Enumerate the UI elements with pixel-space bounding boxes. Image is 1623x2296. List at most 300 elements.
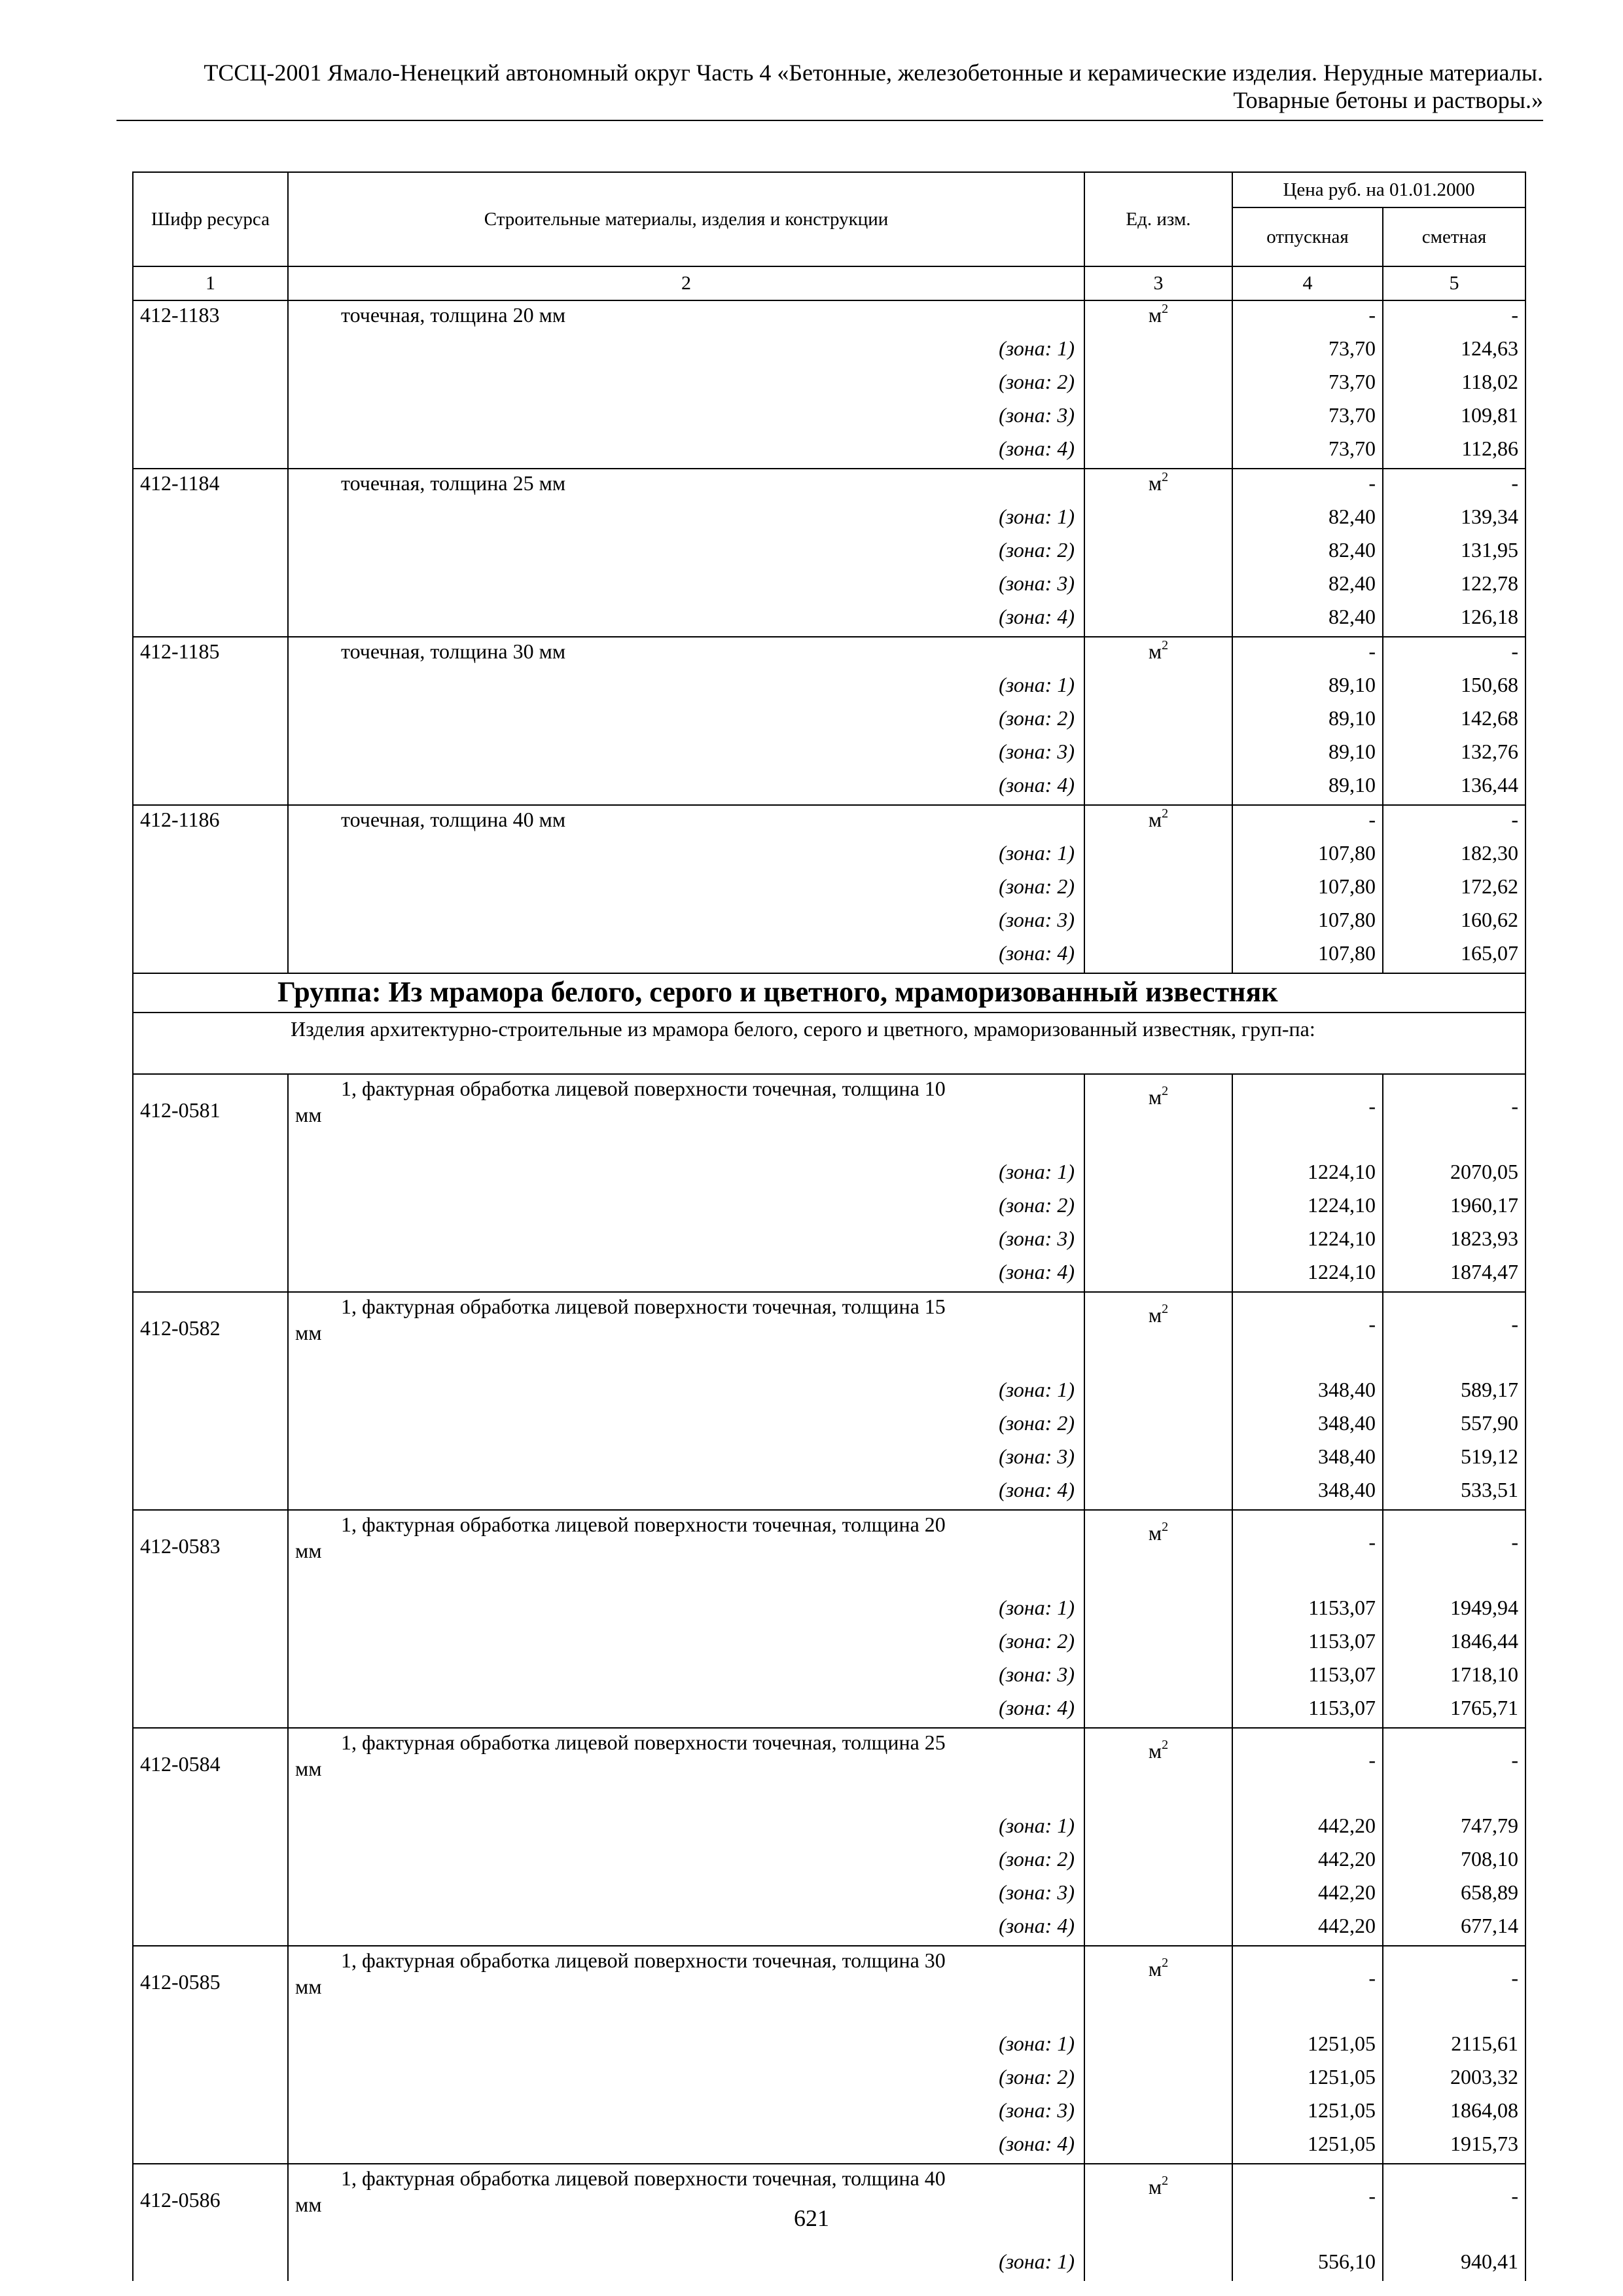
estimate-price: 940,41: [1383, 2248, 1525, 2281]
zone-row: [133, 2248, 1525, 2281]
zone-row: [133, 1594, 1525, 1627]
code-cell: [133, 435, 288, 469]
item-name: [288, 1728, 1084, 1812]
estimate-price: 519,12: [1383, 1443, 1525, 1476]
column-number: 1: [133, 266, 288, 300]
item-name-line-1: 1, фактурная обработка лицевой поверхности точечная, толщина 20: [341, 1513, 946, 1536]
estimate-price: 182,30: [1383, 839, 1525, 872]
estimate-price: 165,07: [1383, 939, 1525, 973]
estimate-price: 1846,44: [1383, 1627, 1525, 1660]
release-price: 348,40: [1232, 1443, 1383, 1476]
zone-row: [133, 1845, 1525, 1878]
release-price: 1251,05: [1232, 2096, 1383, 2130]
code-cell: [133, 2248, 288, 2281]
estimate-price: 1960,17: [1383, 1191, 1525, 1225]
column-number: 2: [288, 266, 1084, 300]
zone-row: [133, 603, 1525, 637]
estimate-price: 124,63: [1383, 334, 1525, 368]
header-divider: [116, 120, 1543, 121]
estimate-price: 533,51: [1383, 1476, 1525, 1510]
unit-cell: [1084, 503, 1232, 536]
release-price: 1153,07: [1232, 1594, 1383, 1627]
release-price: 73,70: [1232, 368, 1383, 401]
unit-cell: [1084, 2096, 1232, 2130]
zone-row: [133, 2063, 1525, 2096]
release-price: 348,40: [1232, 1409, 1383, 1443]
unit-base: м: [1148, 639, 1162, 663]
item-name-line-1: 1, фактурная обработка лицевой поверхности точечная, толщина 30: [341, 1948, 946, 1972]
release-price: -: [1232, 469, 1383, 503]
zone-row: [133, 2030, 1525, 2063]
estimate-price: 150,68: [1383, 671, 1525, 704]
unit-cell: [1084, 1376, 1232, 1409]
code-cell: [133, 2130, 288, 2164]
resource-code: 412-0581: [133, 1074, 288, 1158]
estimate-price: 677,14: [1383, 1912, 1525, 1946]
zone-label: (зона: 2): [288, 704, 1084, 738]
estimate-price: 172,62: [1383, 872, 1525, 906]
item-name-line-2: мм: [295, 1321, 322, 1344]
unit-power: 2: [1162, 806, 1169, 821]
code-cell: [133, 1627, 288, 1660]
zone-row: [133, 1812, 1525, 1845]
code-cell: [133, 872, 288, 906]
estimate-price: 1718,10: [1383, 1660, 1525, 1694]
zone-label: (зона: 1): [288, 503, 1084, 536]
unit-cell: [1084, 334, 1232, 368]
code-cell: [133, 704, 288, 738]
unit-power: 2: [1162, 2174, 1169, 2189]
unit-cell: [1084, 2030, 1232, 2063]
release-price: 1224,10: [1232, 1158, 1383, 1191]
release-price: 1224,10: [1232, 1191, 1383, 1225]
estimate-price: -: [1383, 1292, 1525, 1376]
estimate-price: 122,78: [1383, 569, 1525, 603]
unit-cell: [1084, 569, 1232, 603]
code-cell: [133, 503, 288, 536]
estimate-price: -: [1383, 1510, 1525, 1594]
estimate-price: -: [1383, 637, 1525, 671]
unit-cell: [1084, 1660, 1232, 1694]
zone-row: [133, 368, 1525, 401]
code-cell: [133, 1594, 288, 1627]
zone-row: [133, 1158, 1525, 1191]
zone-label: (зона: 4): [288, 1912, 1084, 1946]
release-price: 348,40: [1232, 1476, 1383, 1510]
release-price: 442,20: [1232, 1878, 1383, 1912]
code-cell: [133, 738, 288, 771]
unit-power: 2: [1162, 470, 1169, 485]
zone-row: [133, 1443, 1525, 1476]
zone-row: [133, 839, 1525, 872]
zone-label: (зона: 3): [288, 906, 1084, 939]
unit-base: м: [1148, 1521, 1162, 1545]
code-cell: [133, 1376, 288, 1409]
zone-row: [133, 1191, 1525, 1225]
unit-cell: [1084, 1912, 1232, 1946]
item-row: [133, 805, 1525, 839]
estimate-price: -: [1383, 1074, 1525, 1158]
column-header-price: Цена руб. на 01.01.2000: [1232, 172, 1525, 207]
code-cell: [133, 1258, 288, 1292]
item-name: [288, 1074, 1084, 1158]
item-name-line-1: 1, фактурная обработка лицевой поверхности точечная, толщина 25: [341, 1731, 946, 1754]
unit-power: 2: [1162, 1084, 1169, 1099]
estimate-price: 1823,93: [1383, 1225, 1525, 1258]
release-price: 1224,10: [1232, 1258, 1383, 1292]
zone-row: [133, 2130, 1525, 2164]
release-price: 1224,10: [1232, 1225, 1383, 1258]
zone-label: (зона: 2): [288, 536, 1084, 569]
unit-cell: [1084, 401, 1232, 435]
code-cell: [133, 1845, 288, 1878]
zone-label: (зона: 1): [288, 2248, 1084, 2281]
unit-cell: [1084, 1878, 1232, 1912]
zone-label: (зона: 4): [288, 1694, 1084, 1728]
unit-cell: [1084, 435, 1232, 469]
release-price: 1251,05: [1232, 2030, 1383, 2063]
zone-label: (зона: 1): [288, 1594, 1084, 1627]
header-line-1: ТССЦ-2001 Ямало-Ненецкий автономный округ Часть 4 «Бетонные, железобетонные и керамические изделия. Нерудные материалы.: [204, 60, 1543, 86]
zone-label: (зона: 1): [288, 1158, 1084, 1191]
zone-label: (зона: 1): [288, 671, 1084, 704]
code-cell: [133, 839, 288, 872]
unit-cell: [1084, 1946, 1232, 2030]
zone-row: [133, 738, 1525, 771]
code-cell: [133, 1409, 288, 1443]
unit-cell: [1084, 1728, 1232, 1812]
estimate-price: 109,81: [1383, 401, 1525, 435]
unit-cell: [1084, 1158, 1232, 1191]
subgroup-title: Изделия архитектурно-строительные из мрамора белого, серого и цветного, мраморизованный известняк, груп-па:: [133, 1013, 1525, 1074]
item-name-line-1: 1, фактурная обработка лицевой поверхности точечная, толщина 10: [341, 1077, 946, 1100]
resource-code: 412-1184: [133, 469, 288, 503]
estimate-price: 1765,71: [1383, 1694, 1525, 1728]
estimate-price: 136,44: [1383, 771, 1525, 805]
zone-row: [133, 1258, 1525, 1292]
item-name: точечная, толщина 25 мм: [288, 469, 1084, 503]
unit-power: 2: [1162, 1738, 1169, 1753]
zone-row: [133, 1627, 1525, 1660]
zone-label: (зона: 2): [288, 368, 1084, 401]
zone-row: [133, 503, 1525, 536]
code-cell: [133, 2063, 288, 2096]
zone-row: [133, 939, 1525, 973]
estimate-price: 126,18: [1383, 603, 1525, 637]
estimate-price: 131,95: [1383, 536, 1525, 569]
code-cell: [133, 368, 288, 401]
release-price: 89,10: [1232, 704, 1383, 738]
zone-label: (зона: 3): [288, 738, 1084, 771]
estimate-price: 747,79: [1383, 1812, 1525, 1845]
release-price: 442,20: [1232, 1845, 1383, 1878]
zone-row: [133, 1660, 1525, 1694]
code-cell: [133, 771, 288, 805]
zone-row: [133, 1376, 1525, 1409]
unit-cell: [1084, 469, 1232, 503]
release-price: 107,80: [1232, 906, 1383, 939]
unit-base: м: [1148, 1739, 1162, 1763]
code-cell: [133, 334, 288, 368]
zone-row: [133, 334, 1525, 368]
unit-cell: [1084, 2248, 1232, 2281]
unit-cell: [1084, 368, 1232, 401]
unit-power: 2: [1162, 638, 1169, 653]
page-number: 621: [794, 2205, 829, 2231]
unit-cell: [1084, 671, 1232, 704]
zone-label: (зона: 2): [288, 1409, 1084, 1443]
estimate-price: 1915,73: [1383, 2130, 1525, 2164]
unit-cell: [1084, 1191, 1232, 1225]
code-cell: [133, 1158, 288, 1191]
subgroup-row: [133, 1013, 1525, 1074]
unit-base: м: [1148, 471, 1162, 495]
code-cell: [133, 1812, 288, 1845]
unit-cell: [1084, 1510, 1232, 1594]
item-row: [133, 1946, 1525, 2030]
unit-cell: [1084, 1694, 1232, 1728]
estimate-price: 112,86: [1383, 435, 1525, 469]
release-price: 73,70: [1232, 334, 1383, 368]
item-name: точечная, толщина 40 мм: [288, 805, 1084, 839]
zone-label: (зона: 4): [288, 939, 1084, 973]
zone-label: (зона: 3): [288, 401, 1084, 435]
estimate-price: -: [1383, 1728, 1525, 1812]
unit-base: м: [1148, 2175, 1162, 2198]
release-price: 89,10: [1232, 771, 1383, 805]
zone-label: (зона: 2): [288, 1191, 1084, 1225]
resource-code: 412-0583: [133, 1510, 288, 1594]
estimate-price: 589,17: [1383, 1376, 1525, 1409]
zone-row: [133, 401, 1525, 435]
release-price: -: [1232, 1946, 1383, 2030]
zone-row: [133, 2096, 1525, 2130]
item-name-line-2: мм: [295, 2193, 322, 2216]
item-name-line-2: мм: [295, 1539, 322, 1562]
release-price: -: [1232, 2164, 1383, 2248]
item-row: [133, 1292, 1525, 1376]
release-price: 73,70: [1232, 435, 1383, 469]
code-cell: [133, 906, 288, 939]
code-cell: [133, 2030, 288, 2063]
table-body: [133, 300, 1525, 2281]
unit-cell: [1084, 872, 1232, 906]
item-row: [133, 300, 1525, 334]
item-row: [133, 1074, 1525, 1158]
column-number: 4: [1232, 266, 1383, 300]
zone-label: (зона: 1): [288, 1812, 1084, 1845]
unit-cell: [1084, 536, 1232, 569]
zone-label: (зона: 1): [288, 334, 1084, 368]
release-price: 1251,05: [1232, 2130, 1383, 2164]
zone-row: [133, 1225, 1525, 1258]
code-cell: [133, 1476, 288, 1510]
code-cell: [133, 536, 288, 569]
code-cell: [133, 1191, 288, 1225]
resource-code: 412-0584: [133, 1728, 288, 1812]
unit-power: 2: [1162, 1956, 1169, 1971]
item-name: [288, 1510, 1084, 1594]
zone-label: (зона: 2): [288, 872, 1084, 906]
estimate-price: 1864,08: [1383, 2096, 1525, 2130]
release-price: -: [1232, 1728, 1383, 1812]
column-header-unit: Ед. изм.: [1084, 172, 1232, 266]
price-table: [132, 171, 1526, 2281]
release-price: 442,20: [1232, 1812, 1383, 1845]
zone-label: (зона: 3): [288, 569, 1084, 603]
zone-row: [133, 435, 1525, 469]
unit-cell: [1084, 603, 1232, 637]
zone-label: (зона: 1): [288, 839, 1084, 872]
resource-code: 412-1185: [133, 637, 288, 671]
zone-row: [133, 1912, 1525, 1946]
unit-base: м: [1148, 808, 1162, 831]
unit-cell: [1084, 1476, 1232, 1510]
zone-row: [133, 1694, 1525, 1728]
zone-row: [133, 671, 1525, 704]
code-cell: [133, 1694, 288, 1728]
unit-base: м: [1148, 1957, 1162, 1981]
unit-cell: [1084, 2130, 1232, 2164]
unit-cell: [1084, 1812, 1232, 1845]
column-header-code: Шифр ресурса: [133, 172, 288, 266]
release-price: 82,40: [1232, 603, 1383, 637]
item-name: [288, 1292, 1084, 1376]
column-header-release-price: отпускная: [1232, 207, 1383, 266]
estimate-price: 2003,32: [1383, 2063, 1525, 2096]
item-name-line-2: мм: [295, 1103, 322, 1126]
zone-row: [133, 1878, 1525, 1912]
zone-row: [133, 704, 1525, 738]
unit-cell: [1084, 805, 1232, 839]
code-cell: [133, 939, 288, 973]
zone-label: (зона: 4): [288, 2130, 1084, 2164]
unit-power: 2: [1162, 1302, 1169, 1317]
release-price: 73,70: [1232, 401, 1383, 435]
estimate-price: 658,89: [1383, 1878, 1525, 1912]
document-header: [116, 59, 1543, 114]
release-price: -: [1232, 637, 1383, 671]
group-title: Группа: Из мрамора белого, серого и цветного, мраморизованный известняк: [133, 973, 1525, 1013]
zone-label: (зона: 3): [288, 1878, 1084, 1912]
item-name-line-1: 1, фактурная обработка лицевой поверхности точечная, толщина 40: [341, 2166, 946, 2190]
estimate-price: 160,62: [1383, 906, 1525, 939]
release-price: 348,40: [1232, 1376, 1383, 1409]
zone-label: (зона: 4): [288, 1258, 1084, 1292]
code-cell: [133, 603, 288, 637]
unit-cell: [1084, 1627, 1232, 1660]
zone-label: (зона: 4): [288, 603, 1084, 637]
unit-cell: [1084, 704, 1232, 738]
resource-code: 412-0586: [133, 2164, 288, 2248]
release-price: 82,40: [1232, 503, 1383, 536]
unit-base: м: [1148, 1085, 1162, 1109]
release-price: 89,10: [1232, 738, 1383, 771]
estimate-price: 2070,05: [1383, 1158, 1525, 1191]
release-price: -: [1232, 1292, 1383, 1376]
estimate-price: 1949,94: [1383, 1594, 1525, 1627]
estimate-price: 142,68: [1383, 704, 1525, 738]
release-price: 89,10: [1232, 671, 1383, 704]
zone-row: [133, 1409, 1525, 1443]
unit-cell: [1084, 1443, 1232, 1476]
zone-row: [133, 906, 1525, 939]
zone-row: [133, 872, 1525, 906]
zone-row: [133, 569, 1525, 603]
zone-label: (зона: 1): [288, 2030, 1084, 2063]
release-price: 107,80: [1232, 872, 1383, 906]
estimate-price: -: [1383, 2164, 1525, 2248]
resource-code: 412-0585: [133, 1946, 288, 2030]
release-price: 1153,07: [1232, 1660, 1383, 1694]
release-price: -: [1232, 1510, 1383, 1594]
zone-label: (зона: 1): [288, 1376, 1084, 1409]
estimate-price: 139,34: [1383, 503, 1525, 536]
zone-label: (зона: 2): [288, 1627, 1084, 1660]
release-price: -: [1232, 1074, 1383, 1158]
item-name-line-2: мм: [295, 1975, 322, 1998]
release-price: 556,10: [1232, 2248, 1383, 2281]
estimate-price: 2115,61: [1383, 2030, 1525, 2063]
release-price: 82,40: [1232, 536, 1383, 569]
unit-cell: [1084, 939, 1232, 973]
code-cell: [133, 1912, 288, 1946]
release-price: 107,80: [1232, 839, 1383, 872]
header-line-2: Товарные бетоны и растворы.»: [1233, 87, 1543, 113]
zone-label: (зона: 3): [288, 1443, 1084, 1476]
unit-cell: [1084, 771, 1232, 805]
unit-base: м: [1148, 1303, 1162, 1327]
code-cell: [133, 1443, 288, 1476]
unit-base: м: [1148, 303, 1162, 327]
item-name-line-1: 1, фактурная обработка лицевой поверхности точечная, толщина 15: [341, 1295, 946, 1318]
column-number: 3: [1084, 266, 1232, 300]
unit-cell: [1084, 1409, 1232, 1443]
unit-cell: [1084, 906, 1232, 939]
code-cell: [133, 1660, 288, 1694]
unit-power: 2: [1162, 1520, 1169, 1535]
estimate-price: -: [1383, 300, 1525, 334]
zone-label: (зона: 3): [288, 2096, 1084, 2130]
estimate-price: -: [1383, 1946, 1525, 2030]
item-row: [133, 637, 1525, 671]
zone-label: (зона: 2): [288, 2063, 1084, 2096]
unit-power: 2: [1162, 302, 1169, 317]
estimate-price: -: [1383, 805, 1525, 839]
release-price: 1153,07: [1232, 1627, 1383, 1660]
unit-cell: [1084, 2063, 1232, 2096]
unit-cell: [1084, 738, 1232, 771]
resource-code: 412-1183: [133, 300, 288, 334]
code-cell: [133, 1878, 288, 1912]
resource-code: 412-0582: [133, 1292, 288, 1376]
zone-label: (зона: 3): [288, 1660, 1084, 1694]
release-price: -: [1232, 300, 1383, 334]
zone-label: (зона: 4): [288, 771, 1084, 805]
release-price: 442,20: [1232, 1912, 1383, 1946]
release-price: 82,40: [1232, 569, 1383, 603]
estimate-price: 118,02: [1383, 368, 1525, 401]
zone-label: (зона: 3): [288, 1225, 1084, 1258]
release-price: -: [1232, 805, 1383, 839]
release-price: 107,80: [1232, 939, 1383, 973]
estimate-price: 557,90: [1383, 1409, 1525, 1443]
group-row: [133, 973, 1525, 1013]
code-cell: [133, 401, 288, 435]
item-name: [288, 1946, 1084, 2030]
item-name-line-2: мм: [295, 1757, 322, 1780]
estimate-price: 1874,47: [1383, 1258, 1525, 1292]
